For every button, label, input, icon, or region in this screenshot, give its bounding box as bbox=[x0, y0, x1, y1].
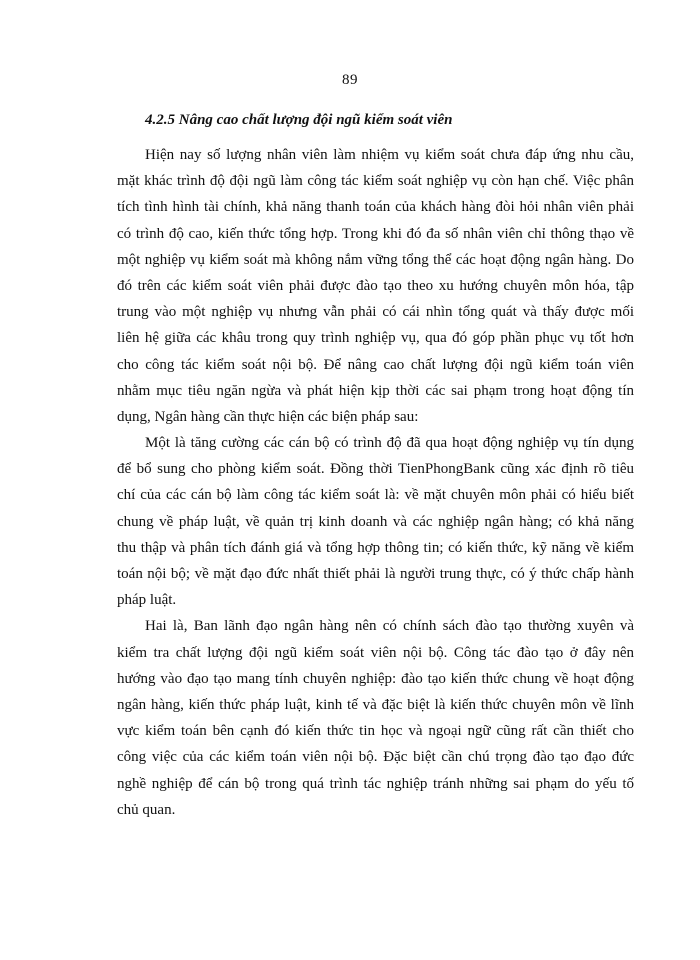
text-line: nhằm mục tiêu ngăn ngừa và phát hiện kịp thời các sai phạm trong hoạt động tín bbox=[117, 382, 634, 399]
text-line: ngân hàng, kiến thức pháp luật, kinh tế và đặc biệt là kiến thức chuyên môn về lĩnh bbox=[117, 696, 634, 713]
text-line: tích tình hình tài chính, khả năng thanh toán của khách hàng đòi hỏi nhân viên phải bbox=[117, 199, 634, 216]
text-line: kiểm tra chất lượng đội ngũ kiểm soát viên nội bộ. Công tác đào tạo ở đây nên bbox=[117, 644, 634, 661]
text-line: thu thập và phân tích đánh giá và tổng hợp thông tin; có kiến thức, kỹ năng về kiểm bbox=[117, 539, 634, 556]
text-line: mặt khác trình độ đội ngũ làm công tác kiểm soát nghiệp vụ còn hạn chế. Việc phân bbox=[117, 173, 634, 190]
text-line: Hai là, Ban lãnh đạo ngân hàng nên có chính sách đào tạo thường xuyên và bbox=[145, 618, 634, 635]
text-line: công việc của các kiểm toán viên nội bộ. Đặc biệt cần chú trọng đào tạo đạo đức bbox=[117, 749, 634, 766]
text-line: liên hệ giữa các khâu trong quy trình nghiệp vụ, qua đó góp phần phục vụ tốt hơn bbox=[117, 330, 634, 347]
text-line: trung vào một nghiệp vụ nhưng vẫn phải có cái nhìn tổng quát và thấy được mối bbox=[117, 304, 634, 321]
text-line: để bổ sung cho phòng kiểm soát. Đồng thời TienPhongBank cũng xác định rõ tiêu bbox=[117, 461, 634, 478]
text-line: cho công tác kiểm soát nội bộ. Để nâng cao chất lượng đội ngũ kiểm toán viên bbox=[117, 356, 634, 373]
text-line: nghề nghiệp để cán bộ trong quá trình tác nghiệp tránh những sai phạm do yếu tố bbox=[117, 775, 634, 792]
text-line: toán nội bộ; về mặt đạo đức nhất thiết phải là người trung thực, có ý thức chấp hành bbox=[117, 566, 634, 582]
page-number: 89 bbox=[342, 72, 358, 88]
text-line: một nghiệp vụ kiểm soát mà không nắm vững tổng thể các hoạt động ngân hàng. Do bbox=[117, 251, 634, 268]
text-line: đó trên các kiểm soát viên phải được đào tạo theo xu hướng chuyên môn hóa, tập bbox=[117, 277, 634, 294]
text-line: chí của các cán bộ làm công tác kiểm soát là: về mặt chuyên môn phải có hiểu biết bbox=[117, 487, 634, 504]
body-text bbox=[117, 142, 634, 823]
section-heading: 4.2.5 Nâng cao chất lượng đội ngũ kiểm soát viên bbox=[145, 112, 453, 128]
text-line: pháp luật. bbox=[117, 592, 177, 609]
text-line: Hiện nay số lượng nhân viên làm nhiệm vụ kiểm soát chưa đáp ứng nhu cầu, bbox=[145, 147, 634, 163]
text-line: có trình độ cao, kiến thức tổng hợp. Trong khi đó đa số nhân viên chỉ thông thạo về bbox=[117, 225, 634, 242]
text-line: vực kiểm toán bên cạnh đó kiến thức tin học và ngoại ngữ cũng rất cần thiết cho bbox=[117, 723, 634, 740]
text-line: hướng vào đạo tạo mang tính chuyên nghiệp: đào tạo kiến thức chung về hoạt động bbox=[117, 670, 634, 687]
paragraph-3 bbox=[117, 613, 634, 823]
text-line: dụng, Ngân hàng cần thực hiện các biện pháp sau: bbox=[117, 408, 419, 425]
text-line: chủ quan. bbox=[117, 801, 176, 818]
paragraph-1 bbox=[117, 142, 634, 430]
text-line: Một là tăng cường các cán bộ có trình độ đã qua hoạt động nghiệp vụ tín dụng bbox=[145, 435, 634, 452]
text-line: chung về pháp luật, về quản trị kinh doanh và các nghiệp ngân hàng; có khả năng bbox=[117, 513, 634, 530]
paragraph-2 bbox=[117, 430, 634, 613]
